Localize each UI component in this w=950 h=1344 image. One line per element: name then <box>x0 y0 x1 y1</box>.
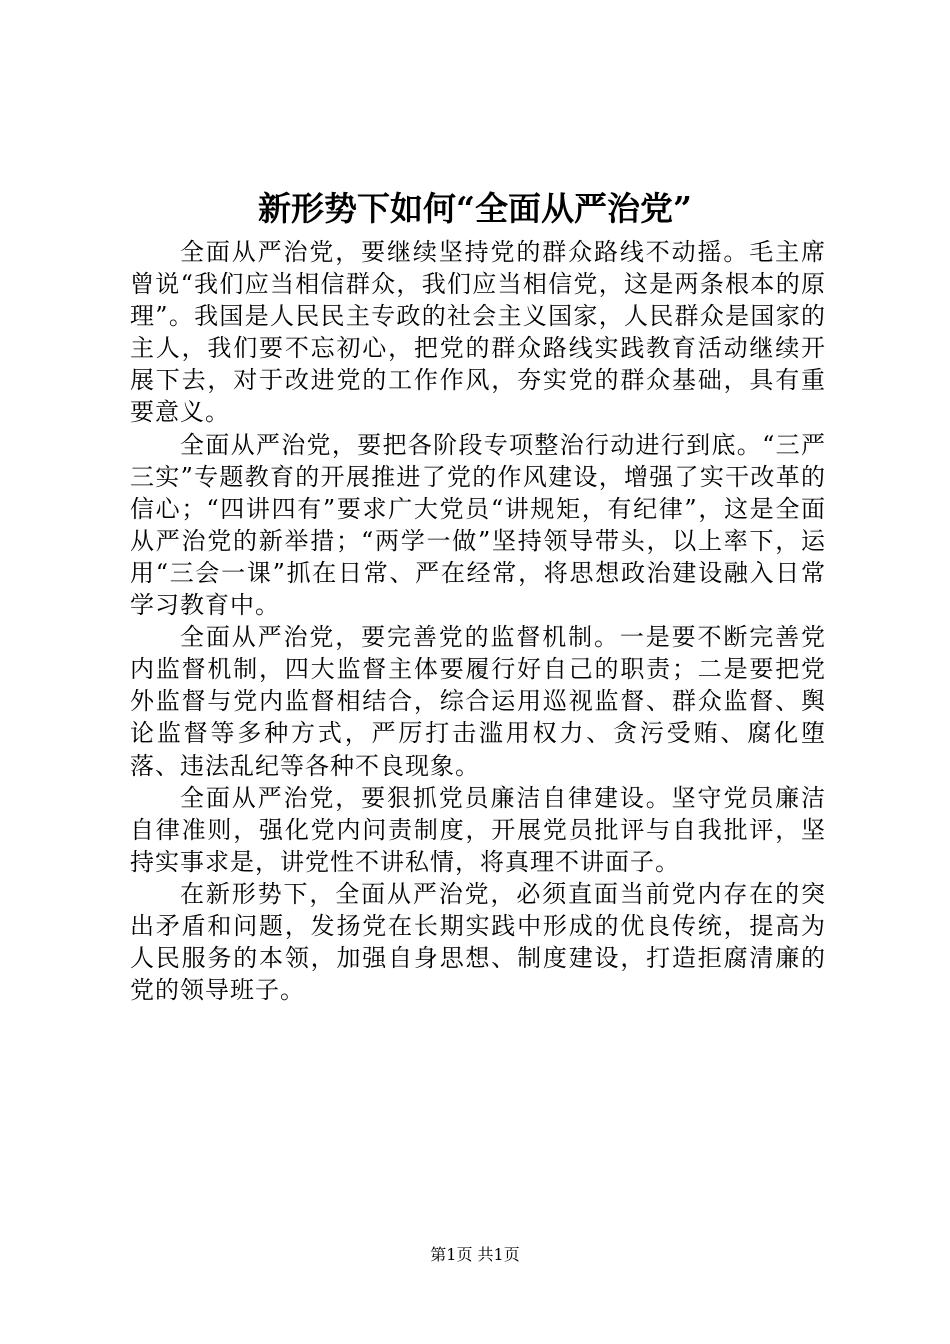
paragraph-4: 全面从严治党，要狠抓党员廉洁自律建设。坚守党员廉洁自律准则，强化党内问责制度，开展党员批评与自我批评，坚持实事求是，讲党性不讲私情，将真理不讲面子。 <box>130 783 826 876</box>
page-number-footer: 第1页 共1页 <box>430 1245 520 1264</box>
paragraph-1: 全面从严治党，要继续坚持党的群众路线不动摇。毛主席曾说“我们应当相信群众，我们应当相信党，这是两条根本的原理”。我国是人民民主专政的社会主义国家，人民群众是国家的主人，我们要不忘初心，把党的群众路线实践教育活动继续开展下去，对于改进党的工作作风，夯实党的群众基础，具有重要意义。 <box>130 238 826 427</box>
paragraph-2: 全面从严治党，要把各阶段专项整治行动进行到底。“三严三实”专题教育的开展推进了党的作风建设，增强了实干改革的信心；“四讲四有”要求广大党员“讲规矩，有纪律”，这是全面从严治党的新举措；“两学一做”坚持领导带头，以上率下，运用“三会一课”抓在日常、严在经常，将思想政治建设融入日常学习教育中。 <box>130 430 826 620</box>
paragraph-3: 全面从严治党，要完善党的监督机制。一是要不断完善党内监督机制，四大监督主体要履行好自己的职责；二是要把党外监督与党内监督相结合，综合运用巡视监督、群众监督、舆论监督等多种方式，严厉打击滥用权力、贪污受贿、腐化堕落、违法乱纪等各种不良现象。 <box>130 623 826 780</box>
document-title: 新形势下如何“全面从严治党” <box>258 189 692 228</box>
paragraph-5: 在新形势下，全面从严治党，必须直面当前党内存在的突出矛盾和问题，发扬党在长期实践中形成的优良传统，提高为人民服务的本领，加强自身思想、制度建设，打造拒腐清廉的党的领导班子。 <box>130 879 826 1005</box>
document-body <box>130 236 826 1006</box>
